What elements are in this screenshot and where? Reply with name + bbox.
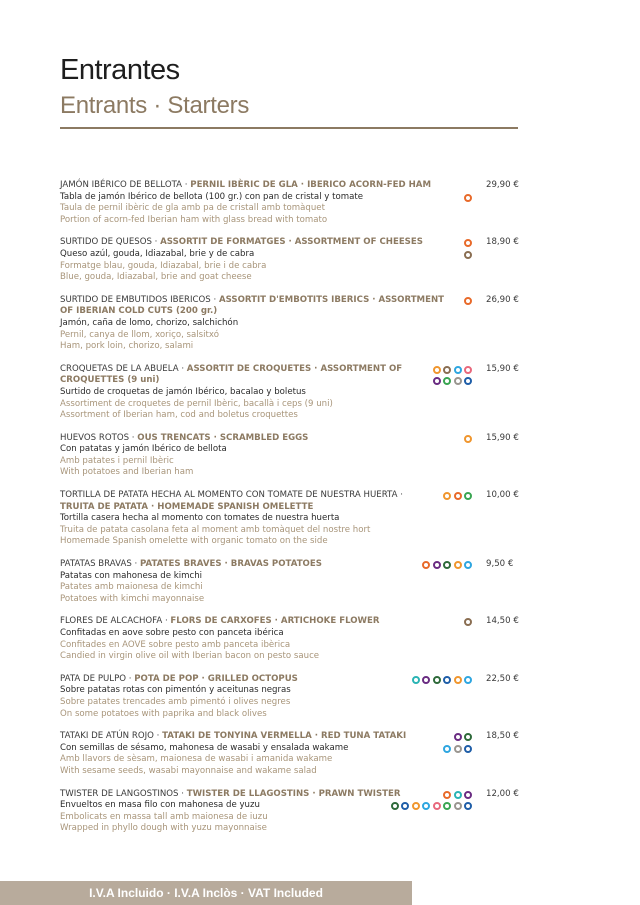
item-name-translations: TRUITA DE PATATA · HOMEMADE SPANISH OMELETTE — [60, 501, 314, 512]
item-description-es: Queso azúl, gouda, Idiazabal, brie y de cabra — [60, 248, 255, 259]
vat-footer: I.V.A Incluido · I.V.A Inclòs · VAT Included — [0, 881, 412, 905]
item-text — [60, 295, 472, 353]
allergen-orange-icon — [454, 561, 462, 569]
item-name-translations: OUS TRENCATS · SCRAMBLED EGGS — [137, 432, 309, 443]
item-name-translations: TWISTER DE LLAGOSTINS · PRAWN TWISTER — [186, 788, 401, 799]
allergen-pink-icon — [433, 802, 441, 810]
item-name-es: TATAKI DE ATÚN ROJO · — [60, 731, 163, 742]
item-name — [60, 237, 472, 249]
allergen-icons — [464, 239, 472, 247]
item-description-en: With sesame seeds, wasabi mayonnaise and wakame salad — [60, 765, 317, 776]
allergen-green-icon — [443, 377, 451, 385]
allergen-redorange-icon — [443, 791, 451, 799]
item-text — [60, 490, 472, 548]
item-price: 9,50 € — [486, 559, 514, 570]
item-description-ca: Sobre patates trencades amb pimentó i olives negres — [60, 696, 291, 707]
allergen-lightblue-icon — [464, 676, 472, 684]
item-text — [60, 789, 472, 835]
allergen-icons — [433, 377, 473, 385]
item-description-ca: Formatge blau, gouda, Idiazabal, brie i de cabra — [60, 260, 267, 271]
item-name — [60, 180, 472, 192]
item-name — [60, 364, 472, 387]
allergen-icons — [464, 618, 472, 626]
allergen-lightblue-icon — [443, 745, 451, 753]
allergen-darkgreen-icon — [464, 733, 472, 741]
item-text — [60, 616, 472, 662]
item-text — [60, 433, 472, 479]
item-text — [60, 674, 472, 720]
page-title: Entrantes — [60, 54, 180, 86]
page-subtitle: Entrants · Starters — [60, 92, 250, 119]
item-name-es: PATA DE PULPO · — [60, 673, 135, 684]
allergen-icons — [464, 251, 472, 259]
allergen-blue-icon — [464, 745, 472, 753]
allergen-lightblue-icon — [422, 802, 430, 810]
allergen-redorange-icon — [454, 492, 462, 500]
allergen-grey-icon — [454, 377, 462, 385]
item-name-es: JAMÓN IBÉRICO DE BELLOTA · — [60, 180, 191, 190]
item-name-es: FLORES DE ALCACHOFA · — [60, 616, 171, 627]
menu-list — [60, 180, 520, 846]
item-name-es: TORTILLA DE PATATA HECHA AL MOMENTO CON TOMATE DE NUESTRA HUERTA · — [60, 490, 403, 501]
allergen-icons — [443, 492, 472, 500]
item-name — [60, 295, 472, 318]
allergen-lightblue-icon — [454, 366, 462, 374]
item-description-ca: Amb llavors de sèsam, maionesa de wasabi i amanida wakame — [60, 754, 333, 765]
item-name-es: SURTIDO DE QUESOS · — [60, 237, 161, 248]
item-description-en: Wrapped in phyllo dough with yuzu mayonnaise — [60, 823, 267, 834]
item-description-es: Con semillas de sésamo, mahonesa de wasabi y ensalada wakame — [60, 742, 349, 753]
item-name-translations: TATAKI DE TONYINA VERMELLA · RED TUNA TATAKI — [162, 731, 407, 742]
allergen-redorange-icon — [464, 194, 472, 202]
allergen-purple-icon — [422, 676, 430, 684]
menu-item — [60, 295, 520, 353]
allergen-orange-icon — [464, 435, 472, 443]
menu-item — [60, 731, 520, 777]
allergen-green-icon — [443, 802, 451, 810]
item-description-es: Patatas con mahonesa de kimchi — [60, 570, 203, 581]
item-name — [60, 490, 472, 513]
item-name-es: CROQUETAS DE LA ABUELA · — [60, 363, 187, 374]
item-name-translations: ASSORTIT DE FORMATGES · ASSORTMENT OF CHEESES — [160, 237, 423, 248]
item-description-ca: Pernil, canya de llom, xoriço, salsitxó — [60, 329, 219, 340]
menu-item — [60, 180, 520, 226]
allergen-redorange-icon — [422, 561, 430, 569]
item-price: 26,90 € — [486, 294, 519, 305]
allergen-icons — [443, 791, 472, 799]
allergen-redorange-icon — [464, 239, 472, 247]
allergen-teal-icon — [412, 676, 420, 684]
allergen-lightblue-icon — [464, 561, 472, 569]
allergen-grey-icon — [454, 802, 462, 810]
item-description-ca: Assortiment de croquetes de pernil Ibèric, bacallà i ceps (9 uni) — [60, 398, 333, 409]
allergen-blue-icon — [401, 802, 409, 810]
allergen-icons — [433, 366, 473, 374]
allergen-grey-icon — [454, 745, 462, 753]
allergen-darkgreen-icon — [443, 561, 451, 569]
allergen-darkgreen-icon — [433, 676, 441, 684]
item-price: 12,00 € — [486, 788, 519, 799]
menu-item — [60, 237, 520, 283]
allergen-orange-icon — [454, 676, 462, 684]
item-description-ca: Amb patates i pernil Ibèric — [60, 455, 174, 466]
item-description-en: Homemade Spanish omelette with organic tomato on the side — [60, 536, 328, 547]
allergen-purple-icon — [464, 791, 472, 799]
allergen-icons — [422, 561, 472, 569]
item-name — [60, 789, 472, 801]
item-price: 18,90 € — [486, 237, 519, 248]
item-description-es: Tabla de jamón Ibérico de bellota (100 gr.) con pan de cristal y tomate — [60, 191, 364, 202]
allergen-purple-icon — [454, 733, 462, 741]
item-description-ca: Embolicats en massa tall amb maionesa de iuzu — [60, 811, 268, 822]
item-description-en: Potatoes with kimchi mayonnaise — [60, 593, 205, 604]
allergen-icons — [464, 435, 472, 443]
allergen-blue-icon — [464, 802, 472, 810]
item-description-en: Candied in virgin olive oil with Iberian bacon on pesto sauce — [60, 651, 320, 662]
allergen-brown-icon — [443, 366, 451, 374]
item-name — [60, 616, 472, 628]
item-name-translations: PERNIL IBÈRIC DE GLA · IBERICO ACORN-FED HAM — [190, 180, 432, 190]
item-price: 18,50 € — [486, 731, 519, 742]
item-text — [60, 731, 472, 777]
divider — [60, 127, 518, 129]
allergen-icons — [412, 676, 473, 684]
allergen-icons — [391, 802, 473, 810]
item-text — [60, 559, 472, 605]
allergen-green-icon — [464, 492, 472, 500]
item-name-es: TWISTER DE LANGOSTINOS · — [60, 788, 187, 799]
allergen-orange-icon — [412, 802, 420, 810]
item-description-en: On some potatoes with paprika and black olives — [60, 708, 267, 719]
allergen-orange-icon — [433, 366, 441, 374]
allergen-icons — [464, 297, 472, 305]
item-description-en: With potatoes and Iberian ham — [60, 467, 194, 478]
item-name-translations: POTA DE POP · GRILLED OCTOPUS — [134, 673, 298, 684]
allergen-icons — [464, 194, 472, 202]
item-description-ca: Taula de pernil ibèric de gla amb pa de cristall amb tomàquet — [60, 203, 325, 214]
item-price: 22,50 € — [486, 673, 519, 684]
allergen-icons — [443, 745, 472, 753]
item-description-en: Ham, pork loin, chorizo, salami — [60, 341, 194, 352]
item-name — [60, 433, 472, 445]
item-description-es: Surtido de croquetas de jamón Ibérico, bacalao y boletus — [60, 386, 306, 397]
item-name-es: PATATAS BRAVAS · — [60, 559, 140, 570]
item-text — [60, 364, 472, 422]
item-price: 29,90 € — [486, 180, 519, 190]
allergen-blue-icon — [443, 676, 451, 684]
allergen-purple-icon — [433, 561, 441, 569]
menu-item — [60, 433, 520, 479]
allergen-purple-icon — [433, 377, 441, 385]
item-description-en: Portion of acorn-fed Iberian ham with glass bread with tomato — [60, 214, 328, 225]
item-description-es: Jamón, caña de lomo, chorizo, salchichón — [60, 317, 239, 328]
menu-item — [60, 789, 520, 835]
item-text — [60, 180, 472, 226]
item-description-en: Assortment of Iberian ham, cod and boletus croquettes — [60, 410, 298, 421]
allergen-pink-icon — [464, 366, 472, 374]
item-description-ca: Confitades en AOVE sobre pesto amb panceta ibèrica — [60, 639, 291, 650]
item-description-es: Envueltos en masa filo con mahonesa de yuzu — [60, 800, 260, 811]
item-name-es: SURTIDO DE EMBUTIDOS IBERICOS · — [60, 294, 219, 305]
item-name-translations: ASSORTIT D'EMBOTITS IBERICS · ASSORTMENT OF IBERIAN COLD CUTS (200 gr.) — [60, 294, 445, 317]
item-name-translations: PATATES BRAVES · BRAVAS POTATOES — [140, 559, 322, 570]
item-description-en: Blue, gouda, Idiazabal, brie and goat cheese — [60, 272, 252, 283]
item-name-translations: FLORS DE CARXOFES · ARTICHOKE FLOWER — [170, 616, 380, 627]
menu-item — [60, 559, 520, 605]
item-description-es: Con patatas y jamón Ibérico de bellota — [60, 444, 227, 455]
item-price: 14,50 € — [486, 616, 519, 627]
item-price: 15,90 € — [486, 432, 519, 443]
allergen-brown-icon — [464, 618, 472, 626]
item-name-es: HUEVOS ROTOS · — [60, 432, 138, 443]
allergen-teal-icon — [454, 791, 462, 799]
menu-item — [60, 674, 520, 720]
allergen-darkgreen-icon — [391, 802, 399, 810]
item-name — [60, 559, 472, 571]
item-name-translations: ASSORTIT DE CROQUETES · ASSORTMENT OF CROQUETTES (9 uni) — [60, 363, 403, 386]
item-text — [60, 237, 472, 283]
allergen-redorange-icon — [464, 297, 472, 305]
allergen-icons — [454, 733, 473, 741]
menu-item — [60, 364, 520, 422]
allergen-brown-icon — [464, 251, 472, 259]
item-description-es: Confitadas en aove sobre pesto con panceta ibérica — [60, 628, 284, 638]
item-description-es: Sobre patatas rotas con pimentón y aceitunas negras — [60, 685, 291, 696]
menu-item — [60, 490, 520, 548]
allergen-blue-icon — [464, 377, 472, 385]
item-description-ca: Patates amb maionesa de kimchi — [60, 582, 203, 593]
allergen-orange-icon — [443, 492, 451, 500]
item-description-es: Tortilla casera hecha al momento con tomates de nuestra huerta — [60, 513, 340, 524]
item-description-ca: Truita de patata casolana feta al moment amb tomàquet del nostre hort — [60, 524, 371, 535]
menu-item — [60, 616, 520, 662]
item-price: 10,00 € — [486, 490, 519, 501]
item-name — [60, 731, 472, 743]
item-price: 15,90 € — [486, 363, 519, 374]
